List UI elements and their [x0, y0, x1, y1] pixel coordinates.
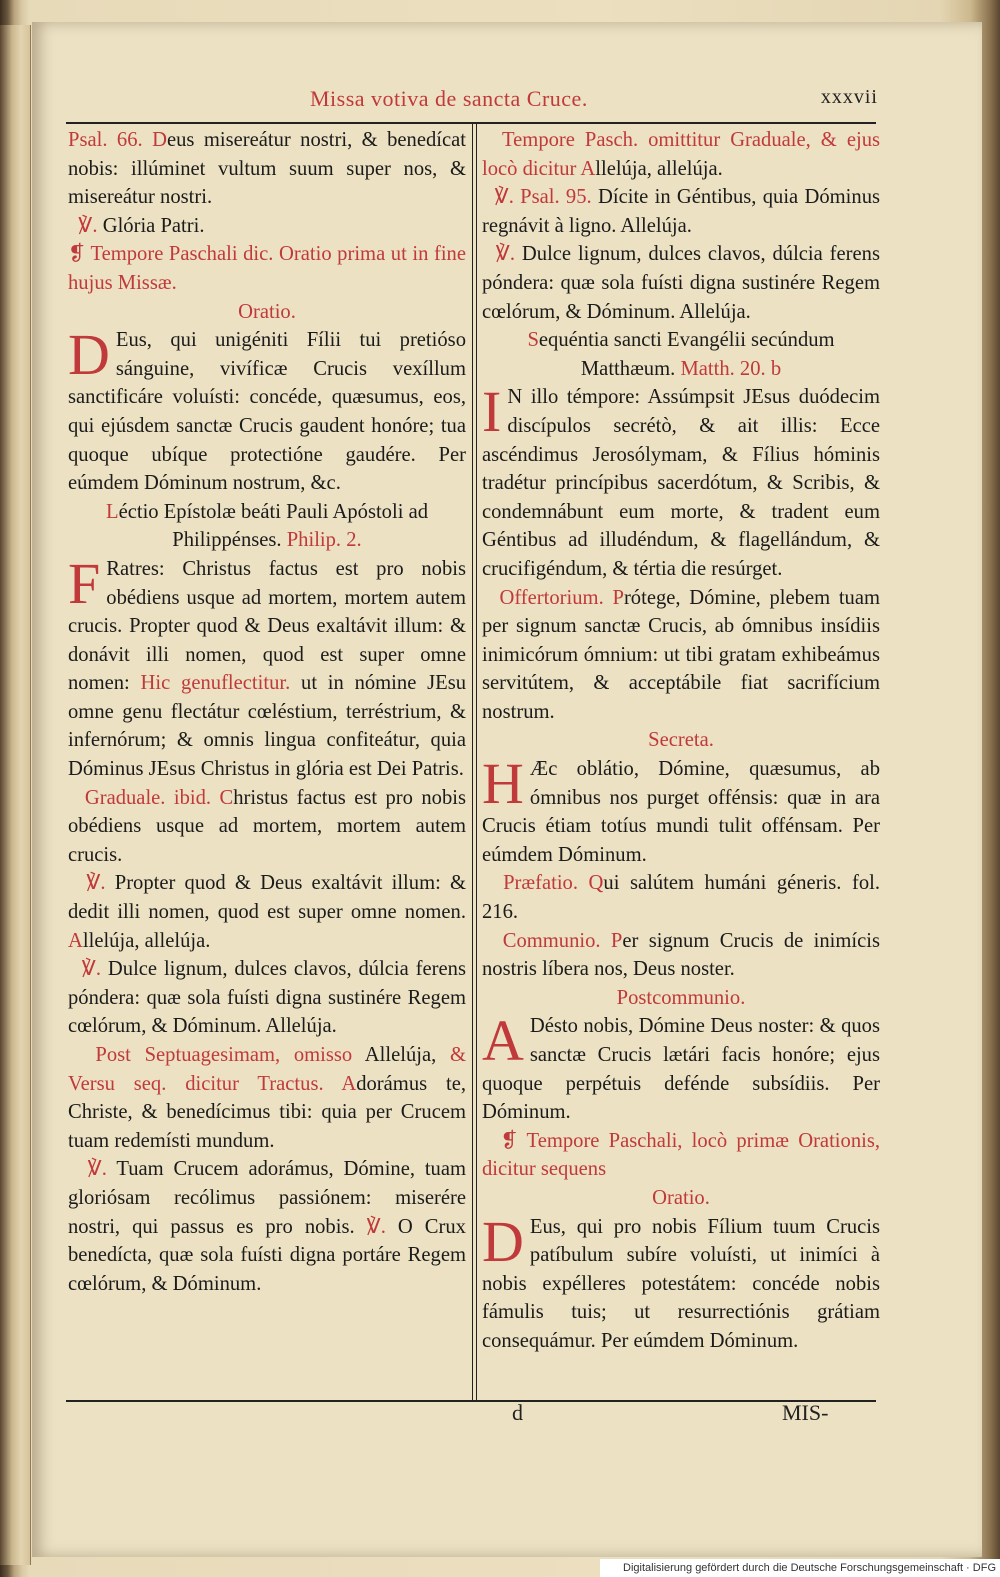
initial-letter: A — [341, 1072, 357, 1095]
versicle-symbol: ℣. — [495, 243, 516, 266]
initial-letter: A — [68, 929, 83, 952]
graduale-paragraph — [68, 784, 466, 870]
folio-number: xxxvii — [820, 86, 878, 108]
rubric-text: ❡ Tempore Paschali, locò primæ Orationis, dicitur sequens — [482, 1129, 880, 1181]
versicle-text: Tuam Crucem adorámus, Dómine, tuam gloriósam recólimus passiónem: miserére nostri, qui passus es pro nobis. — [68, 1158, 467, 1238]
epistle-heading — [68, 498, 466, 555]
communio-text: er signum Crucis de inimícis nostris líbera nos, Deus noster. — [482, 929, 880, 981]
versicle-dulce-right — [482, 240, 880, 326]
bottom-rule — [66, 1400, 876, 1402]
graduale-text: hristus factus est pro nobis obédiens usque ad mortem, mortem autem crucis. — [68, 786, 466, 866]
heading-secreta: Secreta. — [648, 729, 714, 752]
introit-psalm — [68, 126, 466, 212]
oratio-paragraph — [68, 322, 466, 498]
initial-letter: L — [105, 500, 119, 523]
rubric-genuflect: Hic genuflectitur. — [140, 672, 291, 695]
initial-letter: P — [610, 929, 623, 952]
versicle-symbol: ℣. — [366, 1215, 386, 1238]
gospel-title: equéntia sancti Evangélii secúndum Matthæum. — [538, 329, 835, 380]
offertorium-text: rótege, Dómine, plebem tuam per signum sanctæ Crucis, ab ómnibus insídiis inimicórum ómnium: ut tibi gratam exhibeámus servitútem, & acceptábile fiat sacrifícium nostrum. — [482, 586, 880, 723]
top-rule — [66, 122, 876, 124]
drop-cap: F — [68, 550, 101, 616]
gloria-text: Glória Patri. — [102, 214, 205, 237]
versicle-symbol: ℣. — [81, 958, 102, 981]
postcommunio-paragraph — [482, 1008, 880, 1126]
versicle-psalm-95 — [482, 183, 880, 240]
drop-cap: H — [482, 751, 524, 817]
versicle-tuam — [68, 1155, 466, 1298]
versicle-symbol: ℣. — [86, 872, 106, 895]
drop-cap: D — [68, 322, 110, 388]
alleluia-word: Allelúja, — [364, 1044, 437, 1066]
tractus-paragraph — [68, 1041, 466, 1155]
tractus-text: dorámus te, Christe, & benedícimus tibi: quia per Crucem tuam redemísti mundum. — [68, 1072, 466, 1152]
psalm-ref: Psal. 66. — [68, 129, 143, 151]
drop-cap: D — [482, 1208, 524, 1274]
praefatio-label: Præfatio. — [503, 872, 578, 895]
gloria-line — [68, 212, 466, 241]
epistle-paragraph — [68, 550, 467, 784]
right-column — [482, 126, 880, 1356]
rubric-paschal-oratio — [482, 1127, 880, 1184]
psalm-ref: ℣. Psal. 95. — [494, 186, 592, 209]
epistle-text: Ratres: Christus factus est pro nobis obédiens usque ad mortem, mortem autem crucis. Propter quod & Deus exaltávit illum: & donávit illi nomen, quod est super omne nomen: — [68, 557, 466, 695]
rubric-text: Tempore Pasch. omittitur Graduale, & ejus locò dicitur — [482, 129, 881, 180]
initial-letter: A — [580, 157, 596, 180]
graduale-label: Graduale. ibid. — [84, 786, 212, 809]
left-page-edge — [0, 25, 31, 1565]
alleluia-text: llelúja, allelúja. — [82, 929, 211, 952]
epistle-title: éctio Epístolæ beáti Pauli Apóstoli ad Philippénses. — [118, 500, 429, 552]
gospel-ref: Matth. 20. b — [680, 357, 782, 380]
oratio-2-paragraph — [482, 1208, 880, 1356]
praefatio-text: ui salútem humáni géneris. fol. 216. — [482, 872, 880, 924]
alleluia-text: llelúja, allelúja. — [595, 157, 723, 180]
column-divider — [472, 124, 477, 1402]
postcommunio-text: Désto nobis, Dómine Deus noster: & quos sanctæ Crucis lætári facis honóre; ejus quoque perpétuis defénde subsídiis. Per Dóminum. — [482, 1015, 880, 1124]
oratio-text: Eus, qui unigéniti Fílii tui pretióso sánguine, vivíficæ Crucis vexíllum sanctificáre voluísti: concéde, quæsumus, eos, qui ejúsdem sanctæ Crucis gaudent honóre; tua quoque ubíque protectióne gaudére. Per eúmdem Dóminum nostrum, &c. — [68, 329, 466, 495]
gospel-paragraph — [482, 379, 880, 583]
versicle-dulce — [68, 955, 466, 1041]
catchword: MIS- — [782, 1400, 829, 1425]
versicle-symbol: ℣. — [87, 1158, 107, 1181]
epistle-text-cont: ut in nómine JEsu omne genu flectátur cœléstium, terréstrium, & infernórum; & omnis lingua confiteátur, quia Dóminus JEsus Christus in glória est Dei Patris. — [68, 672, 467, 781]
initial-letter: D — [152, 129, 167, 151]
left-column — [68, 126, 466, 1298]
heading-oratio-2: Oratio. — [652, 1186, 710, 1209]
communio-paragraph — [482, 927, 880, 984]
gospel-heading — [482, 326, 880, 383]
initial-letter: S — [527, 329, 539, 352]
heading-postcommunio: Postcommunio. — [616, 986, 746, 1009]
versicle-text: Dulce lignum, dulces clavos, dúlcia ferens póndera: quæ sola fuísti digna sustinére Regem cœlórum, & Dóminum. Allelúja. — [482, 243, 880, 323]
digitization-credit: Digitalisierung gefördert durch die Deutsche Forschungsgemeinschaft · DFG — [600, 1559, 1000, 1577]
rubric-septuagesima: Post Septuagesimam, omisso — [95, 1044, 353, 1066]
initial-letter: C — [219, 786, 234, 809]
secreta-text: Æc oblátio, Dómine, quæsumus, ab ómnibus nos purget offénsis: quæ in ara Crucis étiam totíus mundi tulit offénsam. Per eúmdem Dóminum. — [482, 758, 880, 866]
versicle-text: Dulce lignum, dulces clavos, dúlcia ferens póndera: quæ sola fuísti digna sustinére Regem cœlórum, & Dóminum. Allelúja. — [68, 958, 466, 1038]
offertorium-label: Offertorium. — [499, 586, 604, 609]
rubric-paschal-note: ❡ Tempore Paschali dic. Oratio prima ut in fine hujus Missæ. — [68, 243, 466, 294]
oratio-2-text: Eus, qui pro nobis Fílium tuum Crucis patíbulum subíre voluísti, ut inimíci à nobis expélleres potestátem: concéde nobis fámulis tuis; ut resurrectiónis grátiam consequámur. Per eúmdem Dóminum. — [482, 1215, 880, 1352]
initial-letter: P — [612, 586, 624, 609]
offertorium-paragraph — [482, 584, 880, 727]
rubric-tractus: & Versu seq. dicitur Tractus. — [68, 1044, 466, 1095]
heading-oratio: Oratio. — [238, 300, 296, 323]
psalm-text: eus misereátur nostri, & benedícat nobis: illúminet vultum suum super nos, & misereátur nostri. — [68, 129, 467, 209]
communio-label: Communio. — [502, 929, 601, 952]
rubric-paschal-graduale — [482, 126, 880, 183]
running-head: Missa votiva de sancta Cruce. — [310, 86, 588, 111]
epistle-ref: Philip. 2. — [286, 529, 362, 552]
versicle-propter — [68, 869, 466, 955]
signature-mark: d — [512, 1400, 523, 1425]
versicle-text-cont: O Crux benedícta, quæ sola fuísti digna portáre Regem cœlórum, & Dóminum. — [68, 1215, 466, 1295]
versicle-text: Dícite in Géntibus, quia Dóminus regnávit à ligno. Allelúja. — [482, 186, 881, 237]
initial-letter: Q — [588, 872, 604, 895]
praefatio-line — [482, 869, 880, 926]
gospel-text: N illo témpore: Assúmpsit JEsus duódecim discípulos secrétò, & ait illis: Ecce ascéndimus Jerosólymam, & Fílius hóminis tradétur princípibus sacerdótum, & Scribis, & condemnábunt eum morte, & tradent eum Géntibus ad illudéndum, & flagellándum, & crucifigéndum, & tértia die resúrget. — [482, 386, 880, 580]
versicle-text: Propter quod & Deus exaltávit illum: & dedit illi nomen, quod est super omne nomen. — [68, 872, 467, 924]
drop-cap: I — [482, 379, 502, 445]
drop-cap: A — [482, 1008, 524, 1074]
secreta-paragraph — [482, 751, 880, 869]
versicle-symbol: ℣. — [78, 214, 98, 237]
